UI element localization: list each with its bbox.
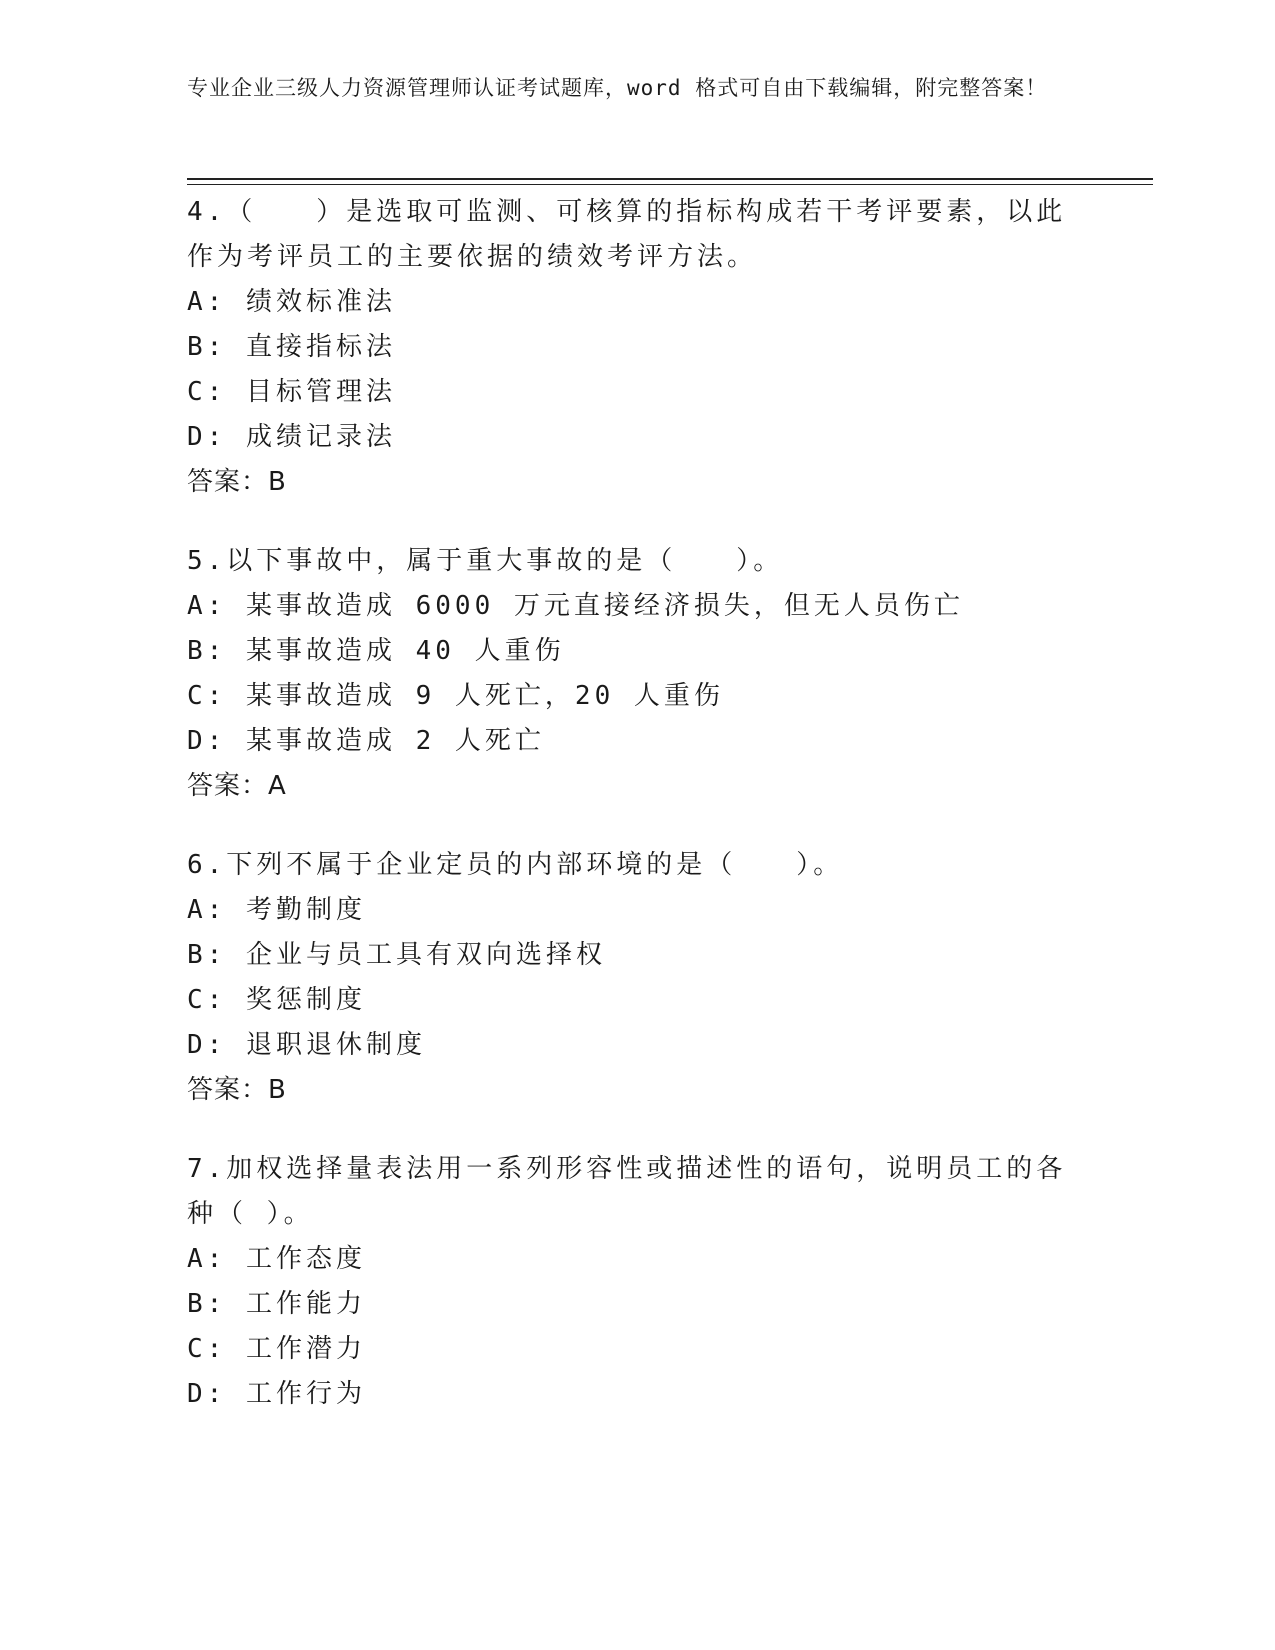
answer-line: 答案：B: [187, 1075, 287, 1105]
header-rule-thin: [187, 184, 1153, 185]
option-d: D: 工作行为: [187, 1379, 366, 1409]
question-6: [187, 843, 1087, 1113]
question-stem: 6.下列不属于企业定员的内部环境的是（ ）。: [187, 850, 844, 880]
option-c: C: 奖惩制度: [187, 985, 366, 1015]
option-b: B: 某事故造成 40 人重伤: [187, 636, 565, 666]
option-b: B: 直接指标法: [187, 332, 396, 362]
answer-line: 答案：B: [187, 467, 287, 497]
document-header: 专业企业三级人力资源管理师认证考试题库，word 格式可自由下载编辑，附完整答案！: [187, 76, 1048, 100]
question-list: [187, 190, 1087, 1451]
question-4: [187, 190, 1087, 505]
option-d: D: 成绩记录法: [187, 422, 396, 452]
header-rule-thick: [187, 178, 1153, 180]
option-a: A: 某事故造成 6000 万元直接经济损失，但无人员伤亡: [187, 591, 964, 621]
option-b: B: 企业与员工具有双向选择权: [187, 940, 606, 970]
question-stem: 5.以下事故中，属于重大事故的是（ ）。: [187, 546, 784, 576]
question-stem: 7.加权选择量表法用一系列形容性或描述性的语句，说明员工的各种（ ）。: [187, 1154, 1067, 1229]
option-a: A: 考勤制度: [187, 895, 366, 925]
option-d: D: 某事故造成 2 人死亡: [187, 726, 545, 756]
question-stem: 4.（ ）是选取可监测、可核算的指标构成若干考评要素，以此作为考评员工的主要依据的绩效考评方法。: [187, 197, 1067, 272]
question-7: [187, 1147, 1087, 1417]
option-a: A: 绩效标准法: [187, 287, 396, 317]
option-a: A: 工作态度: [187, 1244, 366, 1274]
option-d: D: 退职退休制度: [187, 1030, 426, 1060]
answer-line: 答案：A: [187, 771, 287, 801]
option-c: C: 工作潜力: [187, 1334, 366, 1364]
question-5: [187, 539, 1087, 809]
option-c: C: 某事故造成 9 人死亡，20 人重伤: [187, 681, 724, 711]
option-b: B: 工作能力: [187, 1289, 366, 1319]
option-c: C: 目标管理法: [187, 377, 396, 407]
